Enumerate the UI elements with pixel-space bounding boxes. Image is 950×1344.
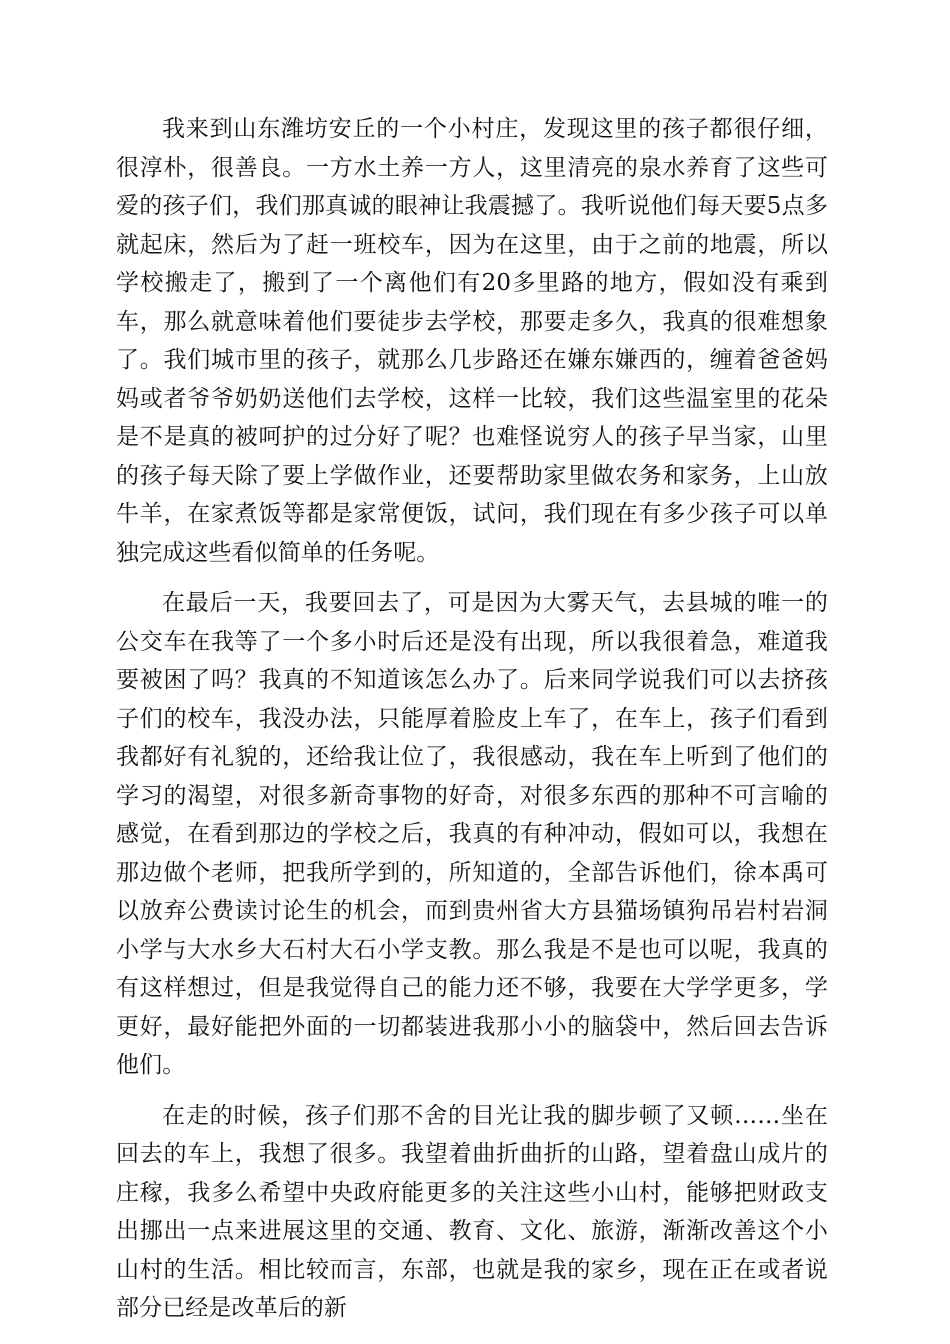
paragraph-leaving: 在走的时候，孩子们那不舍的目光让我的脚步顿了又顿……坐在回去的车上，我想了很多。我望着曲折曲折的山路，望着盘山成片的庄稼，我多么希望中央政府能更多的关注这些小山村，能够把财政支出挪出一点来进展这里的交通、教育、文化、旅游，渐渐改善这个小山村的生活。相比较而言，东部，也就是我的家乡，现在正在或者说部分已经是改革后的新	[116, 1102, 828, 1321]
document-body	[116, 110, 828, 1328]
paragraph-village-children: 我来到山东潍坊安丘的一个小村庄，发现这里的孩子都很仔细，很淳朴，很善良。一方水土养一方人，这里清亮的泉水养育了这些可爱的孩子们，我们那真诚的眼神让我震撼了。我听说他们每天要5点多就起床，然后为了赶一班校车，因为在这里，由于之前的地震，所以学校搬走了，搬到了一个离他们有20多里路的地方，假如没有乘到车，那么就意味着他们要徒步去学校，那要走多久，我真的很难想象了。我们城市里的孩子，就那么几步路还在嫌东嫌西的，缠着爸爸妈妈或者爷爷奶奶送他们去学校，这样一比较，我们这些温室里的花朵是不是真的被呵护的过分好了呢？也难怪说穷人的孩子早当家，山里的孩子每天除了要上学做作业，还要帮助家里做农务和家务，上山放牛羊，在家煮饭等都是家常便饭，试问，我们现在有多少孩子可以单独完成这些看似简单的任务呢。	[116, 116, 828, 566]
paragraph-last-day: 在最后一天，我要回去了，可是因为大雾天气，去县城的唯一的公交车在我等了一个多小时后还是没有出现，所以我很着急，难道我要被困了吗？我真的不知道该怎么办了。后来同学说我们可以去挤孩子们的校车，我没办法，只能厚着脸皮上车了，在车上，孩子们看到我都好有礼貌的，还给我让位了，我很感动，我在车上听到了他们的学习的渴望，对很多新奇事物的好奇，对很多东西的那种不可言喻的感觉，在看到那边的学校之后，我真的有种冲动，假如可以，我想在那边做个老师，把我所学到的，所知道的，全部告诉他们，徐本禹可以放弃公费读讨论生的机会，而到贵州省大方县猫场镇狗吊岩村岩洞小学与大水乡大石村大石小学支教。那么我是不是也可以呢，我真的有这样想过，但是我觉得自己的能力还不够，我要在大学学更多，学更好，最好能把外面的一切都装进我那小小的脑袋中，然后回去告诉他们。	[116, 590, 828, 1078]
